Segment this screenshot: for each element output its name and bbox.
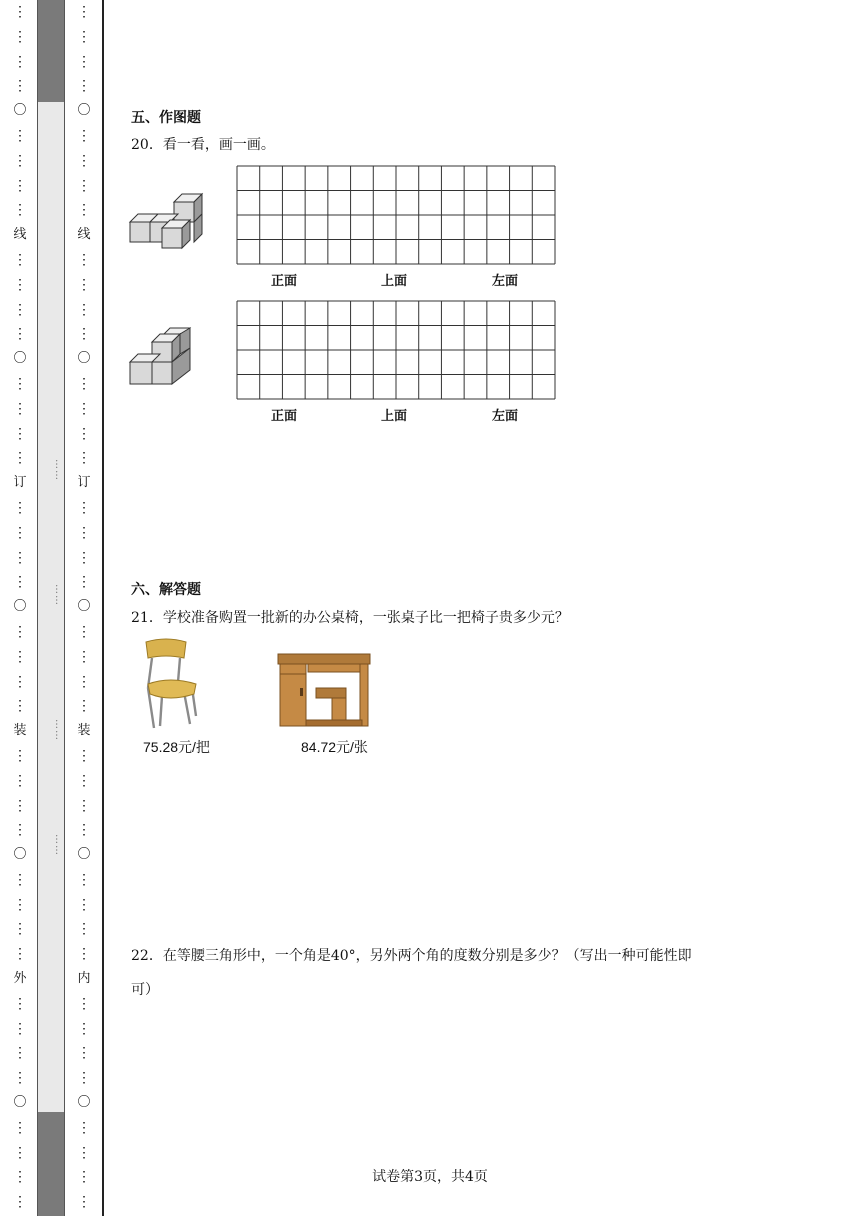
chair-image (140, 636, 202, 732)
view-label-front-1: 正面 (271, 274, 298, 289)
margin-rule (102, 0, 104, 1216)
chair-price: 75.28元/把 (143, 739, 210, 755)
question-21: 21．学校准备购置一批新的办公桌椅，一张桌子比一把椅子贵多少元？ (131, 610, 569, 626)
desk-price: 84.72元/张 (301, 739, 368, 755)
desk-image (276, 650, 372, 730)
question-20: 20．看一看，画一画。 (131, 137, 275, 153)
view-label-left-1: 左面 (492, 274, 519, 289)
view-label-left-2: 左面 (492, 409, 519, 424)
view-label-front-2: 正面 (271, 409, 298, 424)
question-22-line-1: 22．在等腰三角形中，一个角是40°，另外两个角的度数分别是多少？（写出一种可能性即 (131, 948, 692, 964)
binding-margin (0, 0, 104, 1216)
strip-dark-top (38, 0, 64, 102)
question-22-line-2: 可） (131, 982, 159, 998)
outer-dotted-column: ⋮ ⋮ ⋮ ⋮ 〇 ⋮ ⋮ ⋮ ⋮ 线 ⋮ ⋮ ⋮ ⋮ 〇 ⋮ ⋮ ⋮ ⋮ 订 ⋮ ⋮ ⋮ ⋮ 〇 ⋮ ⋮ ⋮ ⋮ 装 ⋮ ⋮ ⋮ ⋮ 〇 ⋮ ⋮ ⋮ ⋮ 外 ⋮ ⋮ ⋮ ⋮ 〇 ⋮ ⋮ ⋮ ⋮ (13, 4, 27, 1211)
drawing-grid-1[interactable] (236, 165, 558, 267)
drawing-grid-2[interactable] (236, 300, 558, 402)
cube-figure-2 (128, 324, 198, 388)
view-label-top-1: 上面 (381, 274, 408, 289)
name-fill-strip: …… …… …… …… (37, 0, 65, 1216)
view-label-top-2: 上面 (381, 409, 408, 424)
section-heading-drawing: 五、作图题 (131, 110, 201, 126)
strip-dark-bottom (38, 1112, 64, 1216)
cube-figure-1 (128, 188, 208, 250)
section-heading-answers: 六、解答题 (131, 582, 201, 598)
page-footer: 试卷第3页，共4页 (372, 1169, 488, 1185)
inner-dotted-column: ⋮ ⋮ ⋮ ⋮ 〇 ⋮ ⋮ ⋮ ⋮ 线 ⋮ ⋮ ⋮ ⋮ 〇 ⋮ ⋮ ⋮ ⋮ 订 ⋮ ⋮ ⋮ ⋮ 〇 ⋮ ⋮ ⋮ ⋮ 装 ⋮ ⋮ ⋮ ⋮ 〇 ⋮ ⋮ ⋮ ⋮ 内 ⋮ ⋮ ⋮ ⋮ 〇 ⋮ ⋮ ⋮ ⋮ (77, 4, 91, 1211)
